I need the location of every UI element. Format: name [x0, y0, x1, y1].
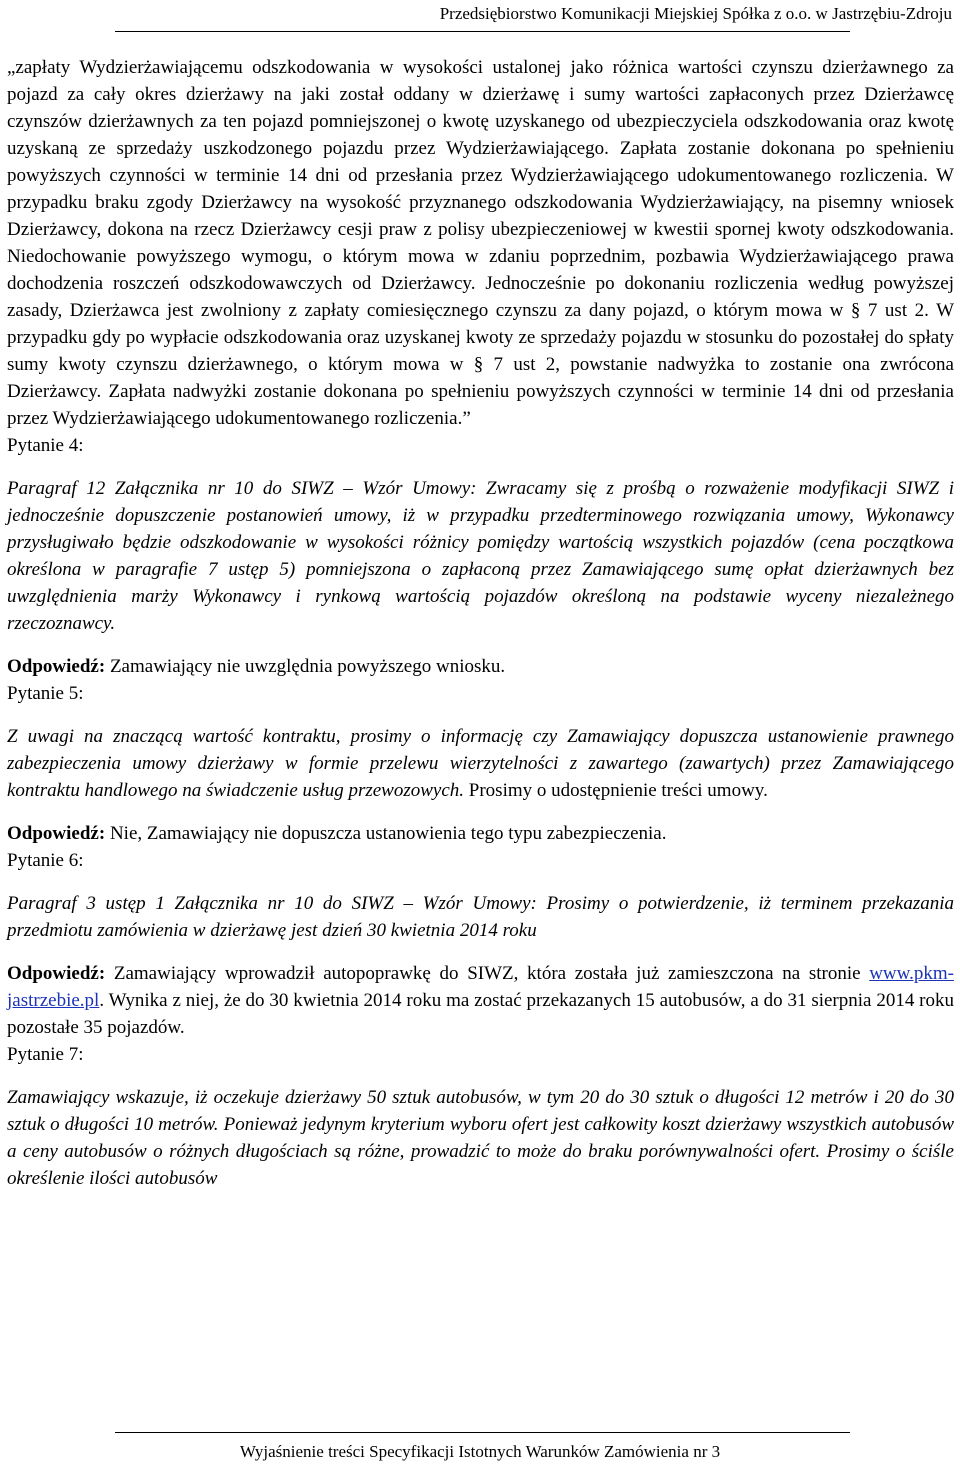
answer-5-label: Odpowiedź: — [7, 823, 106, 844]
answer-5 — [7, 820, 954, 847]
question-6-label: Pytanie 6: — [7, 850, 84, 871]
intro-paragraph: „zapłaty Wydzierżawiającemu odszkodowania w wysokości ustalonej jako różnica wartości czynszu dzierżawnego za pojazd za cały okres dzierżawy na jaki został oddany w dzierżawę i sumy wartości zapłaconych przez Dzierżawcę czynszów dzierżawnych za ten pojazd pomniejszonej o kwotę uzyskanego od ubezpieczyciela odszkodowania oraz kwotę uzyskaną ze sprzedaży uszkodzonego pojazdu przez Wydzierżawiającego. Zapłata zostanie dokonana po spełnieniu powyższych czynności w terminie 14 dni od przesłania przez Wydzierżawiającego udokumentowanego rozliczenia. W przypadku braku zgody Dzierżawcy na wysokość przyznanego odszkodowania Wydzierżawiający, na pisemny wniosek Dzierżawcy, dokona na rzecz Dzierżawcy cesji praw z polisy ubezpieczeniowej w kwestii spornej kwoty odszkodowania. Niedochowanie powyższego wymogu, o którym mowa w zdaniu poprzednim, pozbawia Wydzierżawiającego prawa dochodzenia roszczeń odszkodowawczych od Dzierżawcy. Jednocześnie po dokonaniu rozliczenia według powyższej zasady, Dzierżawca jest zwolniony z zapłaty comiesięcznego czynszu za dany pojazd, o którym mowa w § 7 ust 2. W przypadku gdy po wypłacie odszkodowania oraz uzyskanej kwoty ze sprzedaży pojazdu w stosunku do pozostałej do spłaty sumy kwoty czynszu dzierżawnego, o którym mowa w § 7 ust 2, powstanie nadwyżka to zostanie ona zwrócona Dzierżawcy. Zapłata nadwyżki zostanie dokonana po spełnieniu powyższych czynności w terminie 14 dni od przesłania przez Wydzierżawiającego udokumentowanego rozliczenia.” — [7, 57, 954, 429]
footer-rule — [115, 1432, 850, 1433]
answer-4-label: Odpowiedź: — [7, 656, 106, 677]
answer-6-label: Odpowiedź: — [7, 963, 106, 984]
question-5-label: Pytanie 5: — [7, 683, 84, 704]
question-5-plain: Prosimy o udostępnienie treści umowy. — [464, 780, 768, 801]
answer-6-text-before: Zamawiający wprowadził autopoprawkę do SIWZ, która została już zamieszczona na stronie — [105, 963, 870, 984]
answer-4-text: Zamawiający nie uwzględnia powyższego wniosku. — [105, 656, 506, 677]
website-link[interactable]: www.pkm-jastrzebie.pl — [7, 963, 954, 1011]
answer-4 — [7, 653, 954, 680]
question-5-text — [7, 723, 954, 804]
question-4-text: Paragraf 12 Załącznika nr 10 do SIWZ – Wzór Umowy: Zwracamy się z prośbą o rozważenie modyfikacji SIWZ i jednocześnie dopuszczenie postanowień umowy, iż w przypadku przedterminowego rozwiązania umowy, Wykonawcy przysługiwało będzie odszkodowanie w wysokości różnicy pomiędzy wartością wszystkich pojazdów (cena początkowa określona w paragrafie 7 ustęp 5) pomniejszona o zapłaconą przez Zamawiającego sumę opłat dzierżawnych bez uwzględnienia marży Wykonawcy i rynkową wartością pojazdów określoną na podstawie wyceny niezależnego rzeczoznawcy. — [7, 478, 954, 634]
question-6-text: Paragraf 3 ustęp 1 Załącznika nr 10 do SIWZ – Wzór Umowy: Prosimy o potwierdzenie, iż terminem przekazania przedmiotu zamówienia w dzierżawę jest dzień 30 kwietnia 2014 roku — [7, 893, 954, 941]
header-title: Przedsiębiorstwo Komunikacji Miejskiej Spółka z o.o. w Jastrzębiu-Zdroju — [439, 4, 952, 23]
document-body — [7, 54, 954, 1192]
question-7-text: Zamawiający wskazuje, iż oczekuje dzierżawy 50 sztuk autobusów, w tym 20 do 30 sztuk o długości 12 metrów i 20 do 30 sztuk o długości 10 metrów. Ponieważ jedynym kryterium wyboru ofert jest całkowity koszt dzierżawy wszystkich autobusów a ceny autobusów o różnych długościach są różne, prowadzić to może do braku porównywalności ofert. Prosimy o ściśle określenie ilości autobusów — [7, 1087, 954, 1189]
footer-title: Wyjaśnienie treści Specyfikacji Istotnych Warunków Zamówienia nr 3 — [239, 1442, 721, 1461]
answer-6-text-after: . Wynika z niej, że do 30 kwietnia 2014 roku ma zostać przekazanych 15 autobusów, a do 31 sierpnia 2014 roku pozostałe 35 pojazdów. — [7, 990, 954, 1038]
header-rule — [115, 31, 850, 32]
question-7-label: Pytanie 7: — [7, 1044, 84, 1065]
answer-5-text: Nie, Zamawiający nie dopuszcza ustanowienia tego typu zabezpieczenia. — [105, 823, 667, 844]
answer-6 — [7, 960, 954, 1041]
question-5-italic: Z uwagi na znaczącą wartość kontraktu, prosimy o informację czy Zamawiający dopuszcza ustanowienie prawnego zabezpieczenia umowy dzierżawy w formie przelewu wierzytelności z zawartego (zawartych) przez Zamawiającego kontraktu handlowego na świadczenie usług przewozowych. — [7, 726, 954, 801]
question-4-label: Pytanie 4: — [7, 435, 84, 456]
